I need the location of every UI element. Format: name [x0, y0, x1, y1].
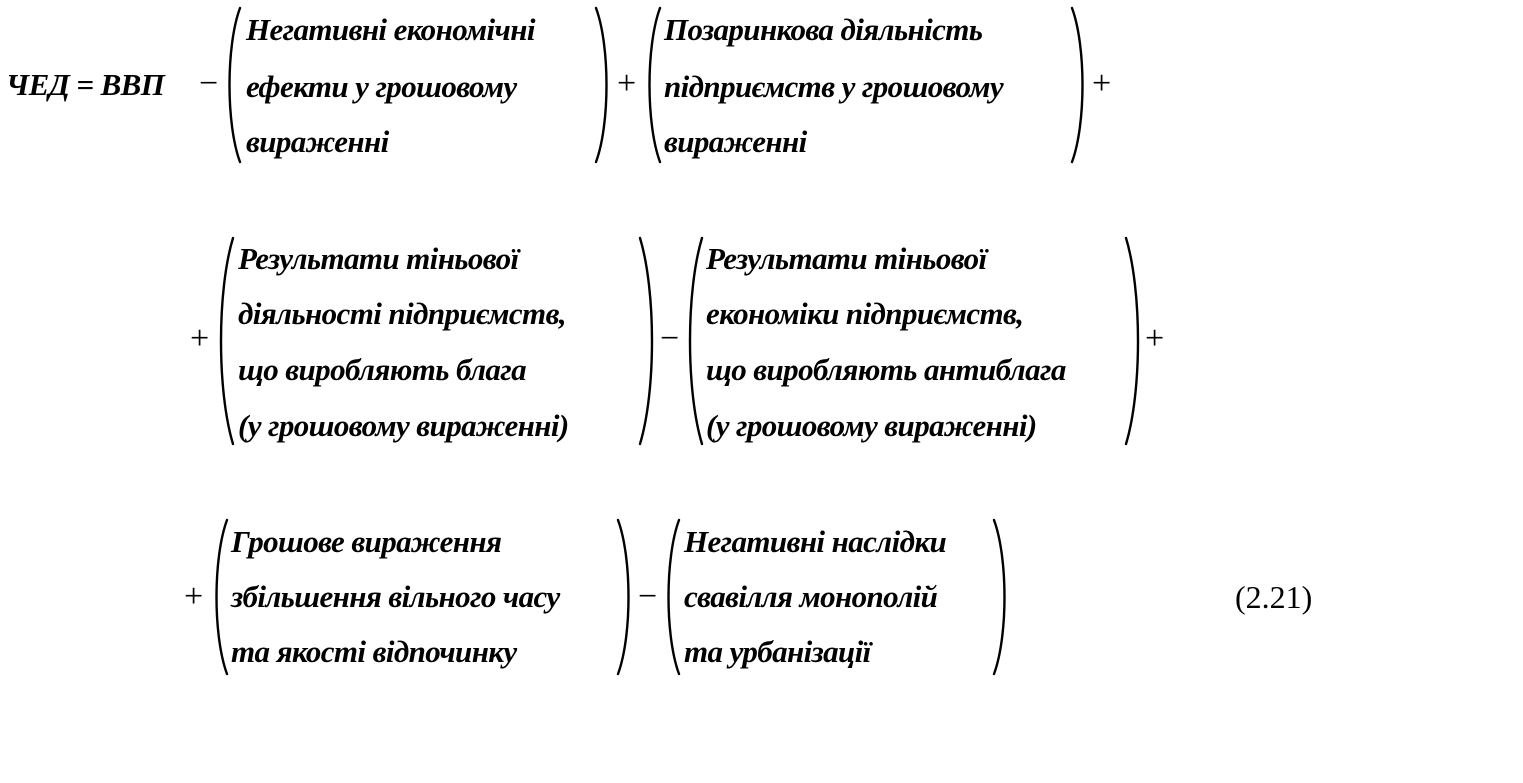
left-parenthesis [209, 518, 231, 676]
right-parenthesis [990, 518, 1012, 676]
term-2-line-1: Позаринкова діяльність [664, 12, 983, 47]
right-parenthesis [614, 518, 636, 676]
right-parenthesis [592, 6, 614, 164]
right-parenthesis [1068, 6, 1090, 164]
formula-lhs: ЧЕД = ВВП [6, 67, 165, 102]
plus-operator: + [1092, 65, 1112, 102]
term-5-line-3: та якості відпочинку [231, 634, 517, 669]
minus-operator: − [199, 65, 219, 102]
term-6-line-3: та урбанізації [684, 634, 871, 669]
term-4-line-2: економіки підприємств, [706, 296, 1024, 331]
term-1-line-3: вираженні [246, 124, 389, 159]
term-3-line-3: що виробляють блага [238, 352, 527, 387]
term-6-line-2: свавілля монополій [684, 579, 938, 614]
left-parenthesis [642, 6, 664, 164]
term-4-line-1: Результати тіньової [706, 241, 987, 276]
plus-operator: + [184, 578, 204, 615]
term-3-line-2: діяльності підприємств, [238, 296, 566, 331]
term-4-line-4: (у грошовому вираженні) [706, 408, 1037, 443]
term-3-line-1: Результати тіньової [238, 241, 519, 276]
term-1-line-2: ефекти у грошовому [246, 69, 517, 104]
term-2-line-2: підприємств у грошовому [664, 69, 1004, 104]
left-parenthesis [661, 518, 683, 676]
right-parenthesis [636, 236, 658, 446]
plus-operator: + [1145, 320, 1165, 357]
equation-number: (2.21) [1235, 579, 1313, 615]
term-5-line-1: Грошове вираження [231, 524, 502, 559]
left-parenthesis [222, 6, 244, 164]
minus-operator: − [660, 320, 680, 357]
term-6-line-1: Негативні наслідки [684, 524, 947, 559]
term-2-line-3: вираженні [664, 124, 807, 159]
plus-operator: + [190, 320, 210, 357]
term-3-line-4: (у грошовому вираженні) [238, 408, 569, 443]
plus-operator: + [617, 65, 637, 102]
right-parenthesis [1122, 236, 1144, 446]
minus-operator: − [638, 578, 658, 615]
left-parenthesis [215, 236, 237, 446]
left-parenthesis [684, 236, 706, 446]
term-1-line-1: Негативні економічні [246, 12, 535, 47]
term-5-line-2: збільшення вільного часу [231, 579, 560, 614]
term-4-line-3: що виробляють антиблага [706, 352, 1066, 387]
